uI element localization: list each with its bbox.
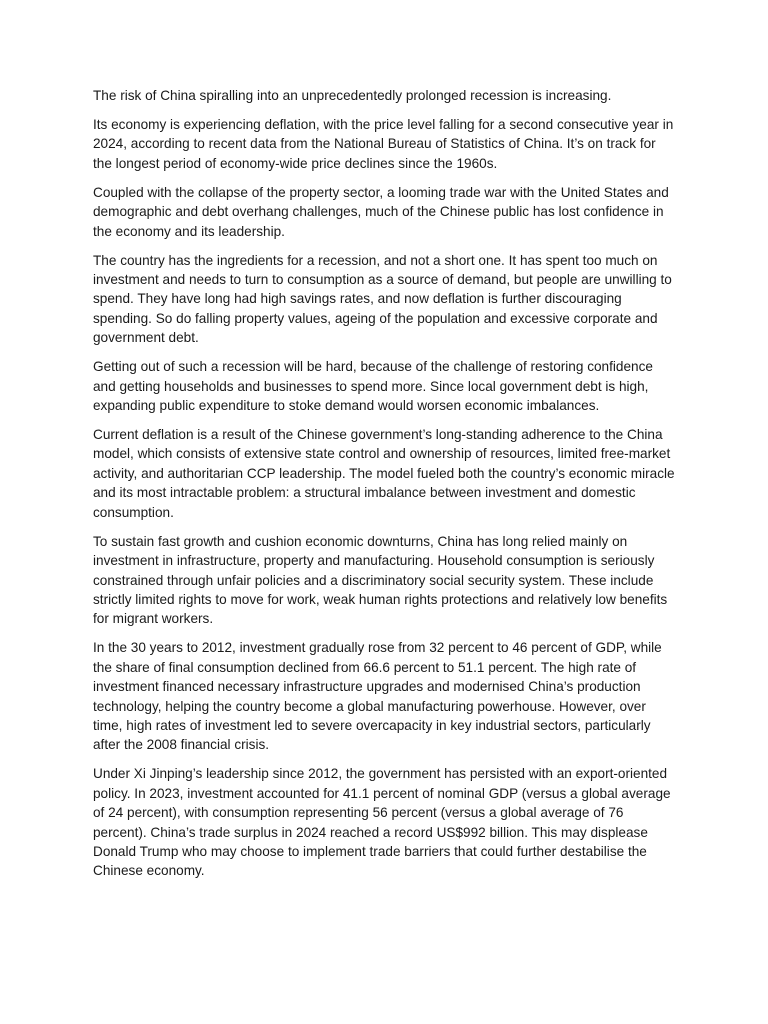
paragraph-9: Under Xi Jinping’s leadership since 2012, the government has persisted with an export-oriented policy. In 2023, investment accounted for 41.1 percent of nominal GDP (versus a global average of 24 percent), with consumption representing 56 percent (versus a global average of 76 percent). China’s trade surplus in 2024 reached a record US$992 billion. This may displease Donald Trump who may choose to implement trade barriers that could further destabilise the Chinese economy. bbox=[93, 766, 671, 879]
document-page bbox=[93, 86, 678, 890]
paragraph-5: Getting out of such a recession will be hard, because of the challenge of restoring confidence and getting households and businesses to spend more. Since local government debt is high, expanding public expenditure to stoke demand would worsen economic imbalances. bbox=[93, 359, 653, 414]
paragraph-6: Current deflation is a result of the Chinese government’s long-standing adherence to the China model, which consists of extensive state control and ownership of resources, limited free-market activity, and authoritarian CCP leadership. The model fueled both the country’s economic miracle and its most intractable problem: a structural imbalance between investment and domestic consumption. bbox=[93, 427, 675, 520]
paragraph-4: The country has the ingredients for a recession, and not a short one. It has spent too much on investment and needs to turn to consumption as a source of demand, but people are unwilling to spend. They have long had high savings rates, and now deflation is further discouraging spending. So do falling property values, ageing of the population and excessive corporate and government debt. bbox=[93, 252, 672, 346]
paragraph-3: Coupled with the collapse of the property sector, a looming trade war with the United States and demographic and debt overhang challenges, much of the Chinese public has lost confidence in the economy and its leadership. bbox=[93, 184, 669, 239]
paragraph-2: Its economy is experiencing deflation, with the price level falling for a second consecutive year in 2024, according to recent data from the National Bureau of Statistics of China. It’s on track for the longest period of economy-wide price declines since the 1960s. bbox=[93, 117, 674, 171]
paragraph-7: To sustain fast growth and cushion economic downturns, China has long relied mainly on investment in infrastructure, property and manufacturing. Household consumption is seriously constrained through unfair policies and a discriminatory social security system. These include strictly limited rights to move for work, weak human rights protections and relatively low benefits for migrant workers. bbox=[93, 533, 668, 627]
paragraph-1: The risk of China spiralling into an unprecedentedly prolonged recession is increasing. bbox=[93, 88, 612, 103]
paragraph-8: In the 30 years to 2012, investment gradually rose from 32 percent to 46 percent of GDP, while the share of final consumption declined from 66.6 percent to 51.1 percent. The high rate of investment financed necessary infrastructure upgrades and modernised China’s production technology, helping the country become a global manufacturing powerhouse. However, over time, high rates of investment led to severe overcapacity in key industrial sectors, particularly after the 2008 financial crisis. bbox=[93, 640, 662, 753]
